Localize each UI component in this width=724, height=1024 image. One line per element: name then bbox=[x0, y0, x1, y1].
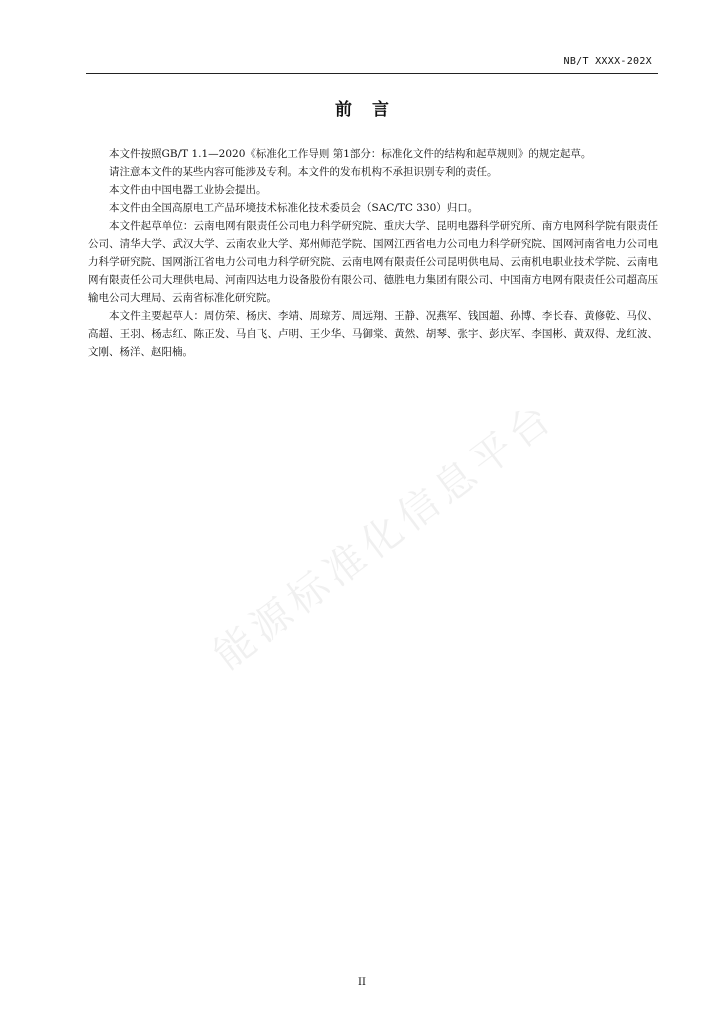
paragraph-proposer: 本文件由中国电器工业协会提出。 bbox=[109, 184, 267, 196]
document-code: NB/T XXXX-202X bbox=[563, 56, 652, 67]
paragraph-drafting-units: 本文件起草单位：云南电网有限责任公司电力科学研究院、重庆大学、昆明电器科学研究所、南方电网科学院有限责任公司、清华大学、武汉大学、云南农业大学、郑州师范学院、国网江西省电力公司电力科学研究院、国网河南省电力公司电力科学研究院、国网浙江省电力公司电力科学研究院、云南电网有限责任公司昆明供电局、云南机电职业技术学院、云南电网有限责任公司大理供电局、河南四达电力设备股份有限公司、德胜电力集团有限公司、中国南方电网有限责任公司超高压输电公司大理局、云南省标准化研究院。 bbox=[88, 220, 658, 304]
foreword-body bbox=[88, 145, 658, 361]
paragraph-drafting-rules: 本文件按照GB/T 1.1—2020《标准化工作导则 第1部分：标准化文件的结构和起草规则》的规定起草。 bbox=[109, 148, 592, 160]
paragraph-committee: 本文件由全国高原电工产品环境技术标准化技术委员会（SAC/TC 330）归口。 bbox=[109, 202, 479, 214]
paragraph-drafters: 本文件主要起草人：周仿荣、杨庆、李靖、周琼芳、周远翔、王静、况燕军、钱国超、孙博、李长春、黄修乾、马仪、高超、王羽、杨志红、陈正发、马自飞、卢明、王少华、马御棠、黄然、胡琴、张宇、彭庆军、李国彬、黄双得、龙红波、文刚、杨洋、赵阳楠。 bbox=[88, 310, 658, 358]
page-number: II bbox=[358, 977, 366, 988]
watermark: 能源标准化信息平台 bbox=[205, 393, 564, 679]
paragraph-patent-notice: 请注意本文件的某些内容可能涉及专利。本文件的发布机构不承担识别专利的责任。 bbox=[109, 166, 498, 178]
page-title: 前言 bbox=[335, 100, 409, 120]
header-divider bbox=[86, 73, 658, 74]
